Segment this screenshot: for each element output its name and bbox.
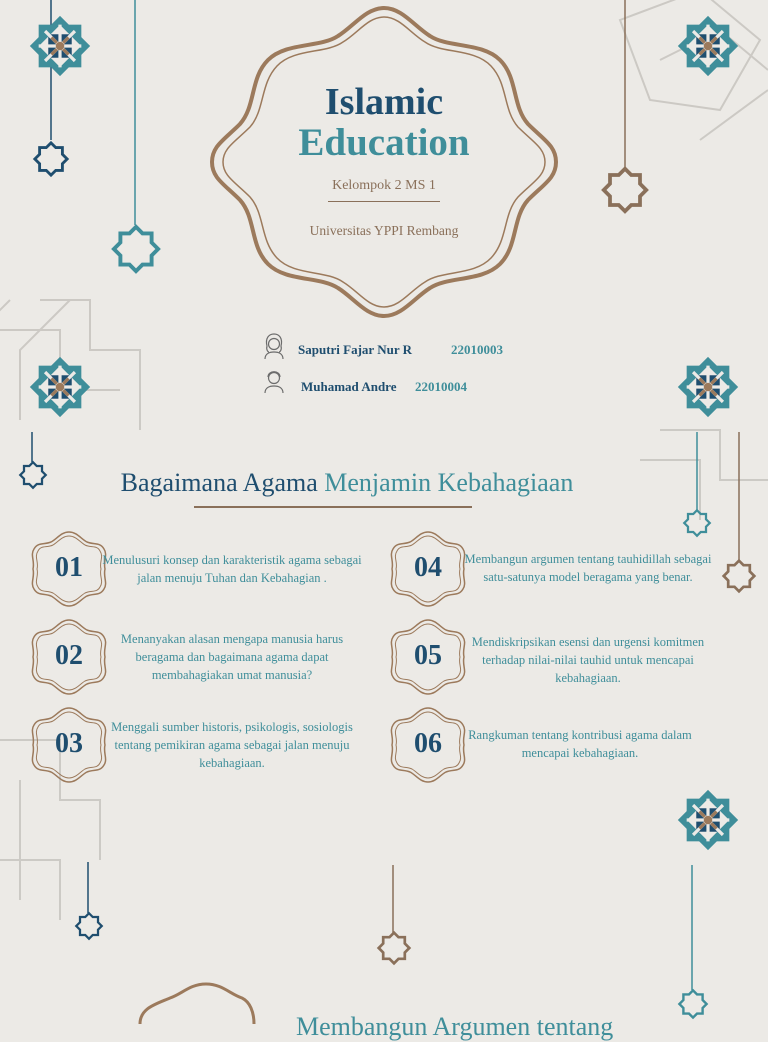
item-number: 06 bbox=[414, 728, 442, 759]
section-underline bbox=[194, 506, 472, 508]
member-name: Muhamad Andre bbox=[301, 379, 397, 394]
item-text: Membangun argumen tentang tauhidillah sebagai satu-satunya model beragama yang benar. bbox=[464, 552, 712, 584]
member-id: 22010003 bbox=[451, 342, 503, 357]
item-number: 03 bbox=[55, 728, 83, 759]
member-name: Saputri Fajar Nur R bbox=[298, 342, 412, 357]
item-number: 02 bbox=[55, 640, 83, 671]
group-subtitle: Kelompok 2 MS 1 bbox=[332, 178, 436, 193]
item-text: Menggali sumber historis, psikologis, sosiologis tentang pemikiran agama sebagai jalan menuju kebahagiaan. bbox=[111, 720, 353, 770]
title-line-1: Islamic bbox=[324, 81, 444, 123]
item-text: Mendiskripsikan esensi dan urgensi komitmen terhadap nilai-nilai tauhid untuk mencapai kebahagiaan. bbox=[471, 635, 705, 685]
university-name: Universitas YPPI Rembang bbox=[309, 223, 459, 238]
title-line-2: Education bbox=[298, 121, 470, 164]
item-number: 01 bbox=[55, 552, 83, 583]
member-id: 22010004 bbox=[415, 379, 467, 394]
next-section-heading: Membangun Argumen tentang bbox=[296, 1012, 614, 1041]
item-number: 05 bbox=[414, 640, 442, 671]
item-text: Menanyakan alasan mengapa manusia harus beragama dan bagaimana agama dapat membahagiakan umat manusia? bbox=[120, 632, 344, 682]
man-avatar-icon bbox=[262, 366, 286, 394]
section-heading-part1: Bagaimana Agama bbox=[120, 468, 318, 497]
item-text: Menulusuri konsep dan karakteristik agama sebagai jalan menuju Tuhan dan Kebahagian . bbox=[102, 553, 362, 585]
item-text: Rangkuman tentang kontribusi agama dalam mencapai kebahagiaan. bbox=[468, 728, 692, 760]
item-number: 04 bbox=[414, 552, 442, 583]
section-heading bbox=[0, 468, 694, 498]
section-heading-part2: Menjamin Kebahagiaan bbox=[324, 468, 574, 497]
title-divider bbox=[328, 201, 440, 202]
woman-avatar-icon bbox=[262, 332, 286, 360]
